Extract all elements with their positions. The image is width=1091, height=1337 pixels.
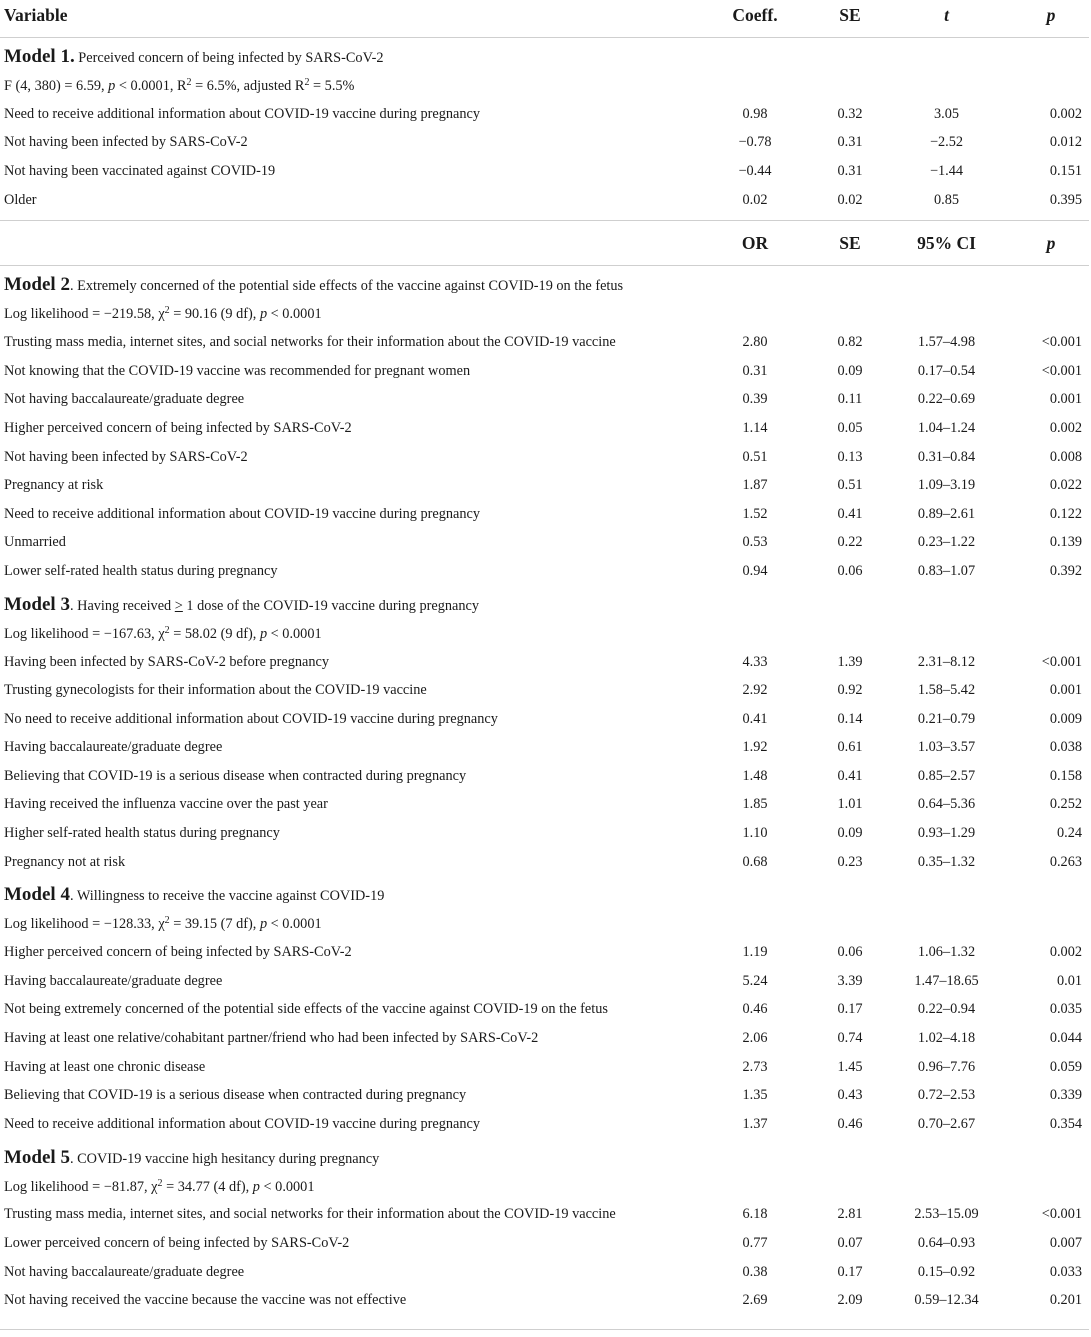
model2-stats-b: = 90.16 (9 df), [169, 306, 260, 323]
table-cell: 0.252 [1049, 796, 1082, 813]
table-cell: 2.92 [742, 682, 768, 699]
table-cell: 0.05 [837, 419, 863, 436]
table-cell: 0.008 [1049, 448, 1082, 465]
table-cell: 0.59–12.34 [914, 1292, 979, 1309]
table-cell: −1.44 [929, 162, 964, 179]
table-cell: 0.83–1.07 [917, 562, 976, 579]
table-cell: Need to receive additional information about COVID-19 vaccine during pregnancy [4, 505, 480, 522]
table-cell: 4.33 [742, 653, 768, 670]
table-cell: Believing that COVID-19 is a serious disease when contracted during pregnancy [4, 767, 467, 784]
table-cell: 2.53–15.09 [914, 1206, 979, 1223]
table-cell: 0.23 [837, 853, 863, 870]
table-cell: 0.09 [837, 825, 863, 842]
table-row [0, 1229, 1089, 1258]
table-cell: 0.43 [837, 1087, 863, 1104]
table-cell: −0.44 [738, 162, 772, 179]
header2-se: SE [820, 221, 880, 266]
table-cell: 1.09–3.19 [917, 477, 976, 494]
model3-title-ge: > [174, 597, 183, 614]
table-cell: 0.31 [742, 362, 768, 379]
table-cell: 0.21–0.79 [917, 710, 976, 727]
table-cell: −2.52 [929, 134, 964, 151]
table-cell: <0.001 [1041, 362, 1082, 379]
table-cell: 0.23–1.22 [917, 534, 976, 551]
table-cell: 1.03–3.57 [917, 739, 976, 756]
table-row [0, 676, 1089, 705]
model5-stats-c: < 0.0001 [259, 1178, 315, 1195]
table-cell: 0.033 [1049, 1263, 1082, 1280]
header2-p: p [1013, 221, 1089, 266]
table-row [0, 1110, 1089, 1139]
table-cell: 0.85–2.57 [917, 767, 976, 784]
table-cell: Not having received the vaccine because the vaccine was not effective [4, 1292, 407, 1309]
table-cell: Not having baccalaureate/graduate degree [4, 391, 245, 408]
table-cell: Not being extremely concerned of the potential side effects of the vaccine against COVID-19 on the fetus [4, 1001, 608, 1018]
table-cell: −0.78 [738, 134, 772, 151]
model5-title-row [0, 1139, 1089, 1173]
table-row [0, 1258, 1089, 1287]
table-cell: 0.17 [837, 1001, 863, 1018]
table-cell: 0.392 [1049, 562, 1082, 579]
header-t: t [880, 0, 1013, 38]
table-cell: 2.80 [742, 334, 768, 351]
table-row [0, 848, 1089, 877]
model2-stats-sup: 2 [164, 305, 170, 317]
table-cell: 1.04–1.24 [917, 419, 976, 436]
table-cell: 0.151 [1049, 162, 1082, 179]
table-cell: 0.139 [1049, 534, 1082, 551]
table-cell: 0.41 [742, 710, 768, 727]
table-row [0, 357, 1089, 386]
table-cell: 1.19 [742, 944, 768, 961]
model2-stats-a: Log likelihood = −219.58, χ [4, 306, 165, 323]
model1-stats-p: p [108, 78, 116, 94]
table-cell: Having baccalaureate/graduate degree [4, 972, 223, 989]
table-cell: 0.46 [742, 1001, 768, 1018]
table-cell: 0.32 [837, 105, 863, 122]
table-cell: Trusting mass media, internet sites, and social networks for their information about the COVID-19 vaccine [4, 1206, 616, 1223]
table-row [0, 967, 1089, 996]
model4-stats-sup: 2 [164, 915, 170, 927]
table-row [0, 328, 1089, 357]
model4-title-row [0, 876, 1089, 910]
table-cell: 0.64–5.36 [917, 796, 976, 813]
table-cell: 0.038 [1049, 739, 1082, 756]
table-cell: 0.009 [1049, 710, 1082, 727]
table-cell: <0.001 [1041, 1206, 1082, 1223]
table-cell: 0.395 [1049, 191, 1082, 208]
table-cell: 0.01 [1056, 972, 1082, 989]
model4-stats-c: < 0.0001 [267, 916, 322, 933]
table-cell: 0.059 [1049, 1058, 1082, 1075]
table-cell: 0.022 [1049, 477, 1082, 494]
table-cell: 0.06 [837, 562, 863, 579]
table-cell: 1.02–4.18 [917, 1030, 976, 1047]
header2-blank [0, 221, 690, 266]
table-cell: 1.92 [742, 739, 768, 756]
table-row [0, 705, 1089, 734]
table-row [0, 386, 1089, 415]
table-cell: 0.74 [837, 1030, 863, 1047]
table-cell: Having been infected by SARS-CoV-2 before pregnancy [4, 653, 330, 670]
table-cell: 0.31 [837, 162, 863, 179]
bottom-rule [0, 1315, 1089, 1330]
table-row [0, 938, 1089, 967]
table-cell: 0.70–2.67 [917, 1115, 976, 1132]
model2-title: . Extremely concerned of the potential side effects of the vaccine against COVID-19 on the fetus [69, 278, 624, 295]
table-row [0, 100, 1089, 129]
table-row [0, 500, 1089, 529]
table-cell: Not having been vaccinated against COVID-19 [4, 162, 276, 179]
model1-stats-sup1: 2 [186, 77, 192, 88]
table-row [0, 762, 1089, 791]
table-cell: 0.22–0.94 [917, 1001, 976, 1018]
table-cell: 1.85 [742, 796, 768, 813]
table-row [0, 996, 1089, 1025]
table-row [0, 1286, 1089, 1315]
table-cell: 0.002 [1049, 105, 1082, 122]
table-cell: 0.001 [1049, 391, 1082, 408]
table-cell: Having at least one relative/cohabitant partner/friend who had been infected by SARS-CoV-2 [4, 1030, 539, 1047]
table-cell: 0.72–2.53 [917, 1087, 976, 1104]
table-row [0, 186, 1089, 215]
table-cell: 0.96–7.76 [917, 1058, 976, 1075]
table-cell: Not having been infected by SARS-CoV-2 [4, 448, 248, 465]
table-cell: Need to receive additional information about COVID-19 vaccine during pregnancy [4, 1115, 480, 1132]
table-cell: 0.82 [837, 334, 863, 351]
table-cell: Unmarried [4, 534, 66, 551]
table-cell: Higher perceived concern of being infected by SARS-CoV-2 [4, 419, 352, 436]
table-cell: 0.044 [1049, 1030, 1082, 1047]
table-cell: 0.007 [1049, 1235, 1082, 1252]
table-row [0, 1053, 1089, 1082]
table-cell: 0.13 [837, 448, 863, 465]
table-cell: 1.57–4.98 [917, 334, 976, 351]
table-cell: Older [4, 191, 37, 208]
table-cell: 0.11 [837, 391, 863, 408]
model3-stats-p: p [259, 625, 268, 642]
model1-stats-sup2: 2 [304, 77, 310, 88]
table-cell: 2.31–8.12 [917, 653, 976, 670]
table-cell: 6.18 [742, 1206, 768, 1223]
table-cell: 1.58–5.42 [917, 682, 976, 699]
model4-title: . Willingness to receive the vaccine against COVID-19 [69, 888, 385, 905]
model3-stats-b: = 58.02 (9 df), [169, 625, 260, 642]
model5-stats-sup: 2 [157, 1177, 163, 1189]
table-cell: 0.339 [1049, 1087, 1082, 1104]
header-row-2 [0, 221, 1089, 266]
table-cell: 0.263 [1049, 853, 1082, 870]
model3-label: Model 3 [4, 593, 70, 615]
model5-label: Model 5 [4, 1146, 70, 1168]
table-cell: 1.37 [742, 1115, 768, 1132]
model1-title: Perceived concern of being infected by SARS-CoV-2 [78, 50, 384, 66]
table-cell: 0.002 [1049, 419, 1082, 436]
table-cell: 0.41 [837, 505, 863, 522]
table-cell: 0.85 [933, 191, 960, 208]
table-cell: 0.98 [742, 105, 768, 122]
table-row [0, 1081, 1089, 1110]
table-cell: 0.38 [742, 1263, 768, 1280]
header-coeff: Coeff. [690, 0, 820, 38]
table-row [0, 734, 1089, 763]
model5-stats-b: = 34.77 (4 df), [162, 1178, 253, 1195]
table-row [0, 819, 1089, 848]
table-cell: 1.45 [837, 1058, 863, 1075]
table-row [0, 129, 1089, 158]
table-cell: 0.53 [742, 534, 768, 551]
table-cell: 2.09 [837, 1292, 863, 1309]
header-row-1 [0, 0, 1089, 38]
model5-stats-p: p [252, 1178, 260, 1195]
table-cell: 0.24 [1056, 825, 1082, 842]
header-se: SE [820, 0, 880, 38]
table-cell: 0.51 [742, 448, 768, 465]
table-cell: Pregnancy at risk [4, 477, 104, 494]
model5-title: . COVID-19 vaccine high hesitancy during pregnancy [69, 1150, 380, 1167]
table-cell: 1.39 [837, 653, 863, 670]
table-cell: 0.77 [742, 1235, 768, 1252]
table-cell: 0.15–0.92 [917, 1263, 976, 1280]
model5-stats-a: Log likelihood = −81.87, χ [4, 1178, 158, 1195]
model1-stats-b: < 0.0001, R [115, 78, 187, 94]
table-cell: 0.64–0.93 [917, 1235, 976, 1252]
table-cell: 0.94 [742, 562, 768, 579]
table-cell: 0.201 [1049, 1292, 1082, 1309]
table-cell: 0.41 [837, 767, 863, 784]
table-row [0, 648, 1089, 677]
table-cell: 0.39 [742, 391, 768, 408]
table-cell: 2.69 [742, 1292, 768, 1309]
table-cell: Lower perceived concern of being infected by SARS-CoV-2 [4, 1235, 350, 1252]
model1-stats-d: = 5.5% [309, 78, 355, 94]
table-row [0, 414, 1089, 443]
model2-stats-p: p [259, 306, 268, 323]
table-cell: 0.158 [1049, 767, 1082, 784]
table-cell: 2.81 [837, 1206, 863, 1223]
model3-title-b: 1 dose of the COVID-19 vaccine during pregnancy [182, 597, 480, 614]
table-cell: 0.31–0.84 [917, 448, 976, 465]
table-cell: 1.35 [742, 1087, 768, 1104]
table-cell: 2.73 [742, 1058, 768, 1075]
table-cell: 0.46 [837, 1115, 863, 1132]
table-cell: Pregnancy not at risk [4, 853, 126, 870]
table-row [0, 471, 1089, 500]
table-cell: Having at least one chronic disease [4, 1058, 206, 1075]
table-cell: 0.002 [1049, 944, 1082, 961]
table-cell: 2.06 [742, 1030, 768, 1047]
table-cell: Higher perceived concern of being infected by SARS-CoV-2 [4, 944, 352, 961]
table-cell: 0.93–1.29 [917, 825, 976, 842]
table-row [0, 157, 1089, 186]
table-cell: Not having baccalaureate/graduate degree [4, 1263, 245, 1280]
model4-stats-row [0, 910, 1089, 938]
table-row [0, 1201, 1089, 1230]
table-cell: 0.61 [837, 739, 863, 756]
model3-stats-a: Log likelihood = −167.63, χ [4, 625, 165, 642]
table-cell: Believing that COVID-19 is a serious disease when contracted during pregnancy [4, 1087, 467, 1104]
table-cell: 0.07 [837, 1235, 863, 1252]
table-cell: 0.35–1.32 [917, 853, 976, 870]
table-cell: <0.001 [1041, 653, 1082, 670]
table-cell: 0.17 [837, 1263, 863, 1280]
table-cell: 0.92 [837, 682, 863, 699]
table-cell: 0.31 [837, 134, 863, 151]
table-row [0, 1024, 1089, 1053]
table-cell: 0.122 [1049, 505, 1082, 522]
header-or: OR [690, 221, 820, 266]
table-cell: 3.05 [933, 105, 960, 122]
model2-label: Model 2 [4, 274, 70, 296]
table-cell: 1.14 [742, 419, 768, 436]
model1-label: Model 1. [4, 46, 75, 67]
table-cell: 0.89–2.61 [917, 505, 976, 522]
table-cell: Having received the influenza vaccine over the past year [4, 796, 328, 813]
model2-title-row [0, 266, 1089, 301]
table-cell: 0.09 [837, 362, 863, 379]
model4-stats-p: p [259, 916, 268, 933]
table-cell: 1.01 [837, 796, 863, 813]
table-cell: Higher self-rated health status during pregnancy [4, 825, 280, 842]
table-cell: 3.39 [837, 972, 863, 989]
header-ci: 95% CI [880, 221, 1013, 266]
table-cell: <0.001 [1041, 334, 1082, 351]
table-cell: Need to receive additional information about COVID-19 vaccine during pregnancy [4, 105, 480, 122]
table-cell: 1.47–18.65 [914, 972, 979, 989]
table-cell: No need to receive additional information about COVID-19 vaccine during pregnancy [4, 710, 498, 727]
model3-stats-sup: 2 [164, 624, 170, 636]
table-cell: Trusting gynecologists for their information about the COVID-19 vaccine [4, 682, 427, 699]
table-cell: 0.354 [1049, 1115, 1082, 1132]
table-cell: 0.02 [837, 191, 863, 208]
model4-label: Model 4 [4, 884, 70, 906]
model1-stats-c: = 6.5%, adjusted R [191, 78, 305, 94]
table-cell: 0.14 [837, 710, 863, 727]
table-cell: 1.52 [742, 505, 768, 522]
model1-stats-row [0, 72, 1089, 100]
model2-stats-row [0, 300, 1089, 328]
table-cell: 1.06–1.32 [917, 944, 976, 961]
model4-stats-a: Log likelihood = −128.33, χ [4, 916, 165, 933]
table-cell: Having baccalaureate/graduate degree [4, 739, 223, 756]
table-cell: 0.51 [837, 477, 863, 494]
table-cell: 0.02 [742, 191, 768, 208]
header-variable: Variable [0, 0, 690, 38]
model3-stats-c: < 0.0001 [267, 625, 322, 642]
table-cell: 0.22–0.69 [917, 391, 976, 408]
model3-title-row [0, 586, 1089, 620]
table-cell: 0.22 [837, 534, 863, 551]
table-cell: 1.10 [742, 825, 768, 842]
model1-stats-a: F (4, 380) = 6.59, [4, 78, 109, 94]
model5-stats-row [0, 1173, 1089, 1201]
model2-stats-c: < 0.0001 [267, 306, 322, 323]
table-cell: Not having been infected by SARS-CoV-2 [4, 134, 248, 151]
model1-title-row [0, 38, 1089, 73]
model3-title-a: . Having received [69, 597, 175, 614]
table-row [0, 443, 1089, 472]
table-cell: 0.17–0.54 [917, 362, 976, 379]
table-cell: 1.48 [742, 767, 768, 784]
table-row [0, 791, 1089, 820]
table-cell: 0.012 [1049, 134, 1082, 151]
table-cell: 0.035 [1049, 1001, 1082, 1018]
table-cell: 0.06 [837, 944, 863, 961]
table-cell: 0.68 [742, 853, 768, 870]
table-cell: Trusting mass media, internet sites, and social networks for their information about the COVID-19 vaccine [4, 334, 616, 351]
table-row [0, 557, 1089, 586]
table-cell: 1.87 [742, 477, 768, 494]
table-cell: Lower self-rated health status during pregnancy [4, 562, 278, 579]
header-p: p [1013, 0, 1089, 38]
table-cell: 0.001 [1049, 682, 1082, 699]
table-cell: Not knowing that the COVID-19 vaccine was recommended for pregnant women [4, 362, 471, 379]
model4-stats-b: = 39.15 (7 df), [169, 916, 260, 933]
model3-stats-row [0, 620, 1089, 648]
table-cell: 5.24 [742, 972, 768, 989]
table-row [0, 529, 1089, 558]
